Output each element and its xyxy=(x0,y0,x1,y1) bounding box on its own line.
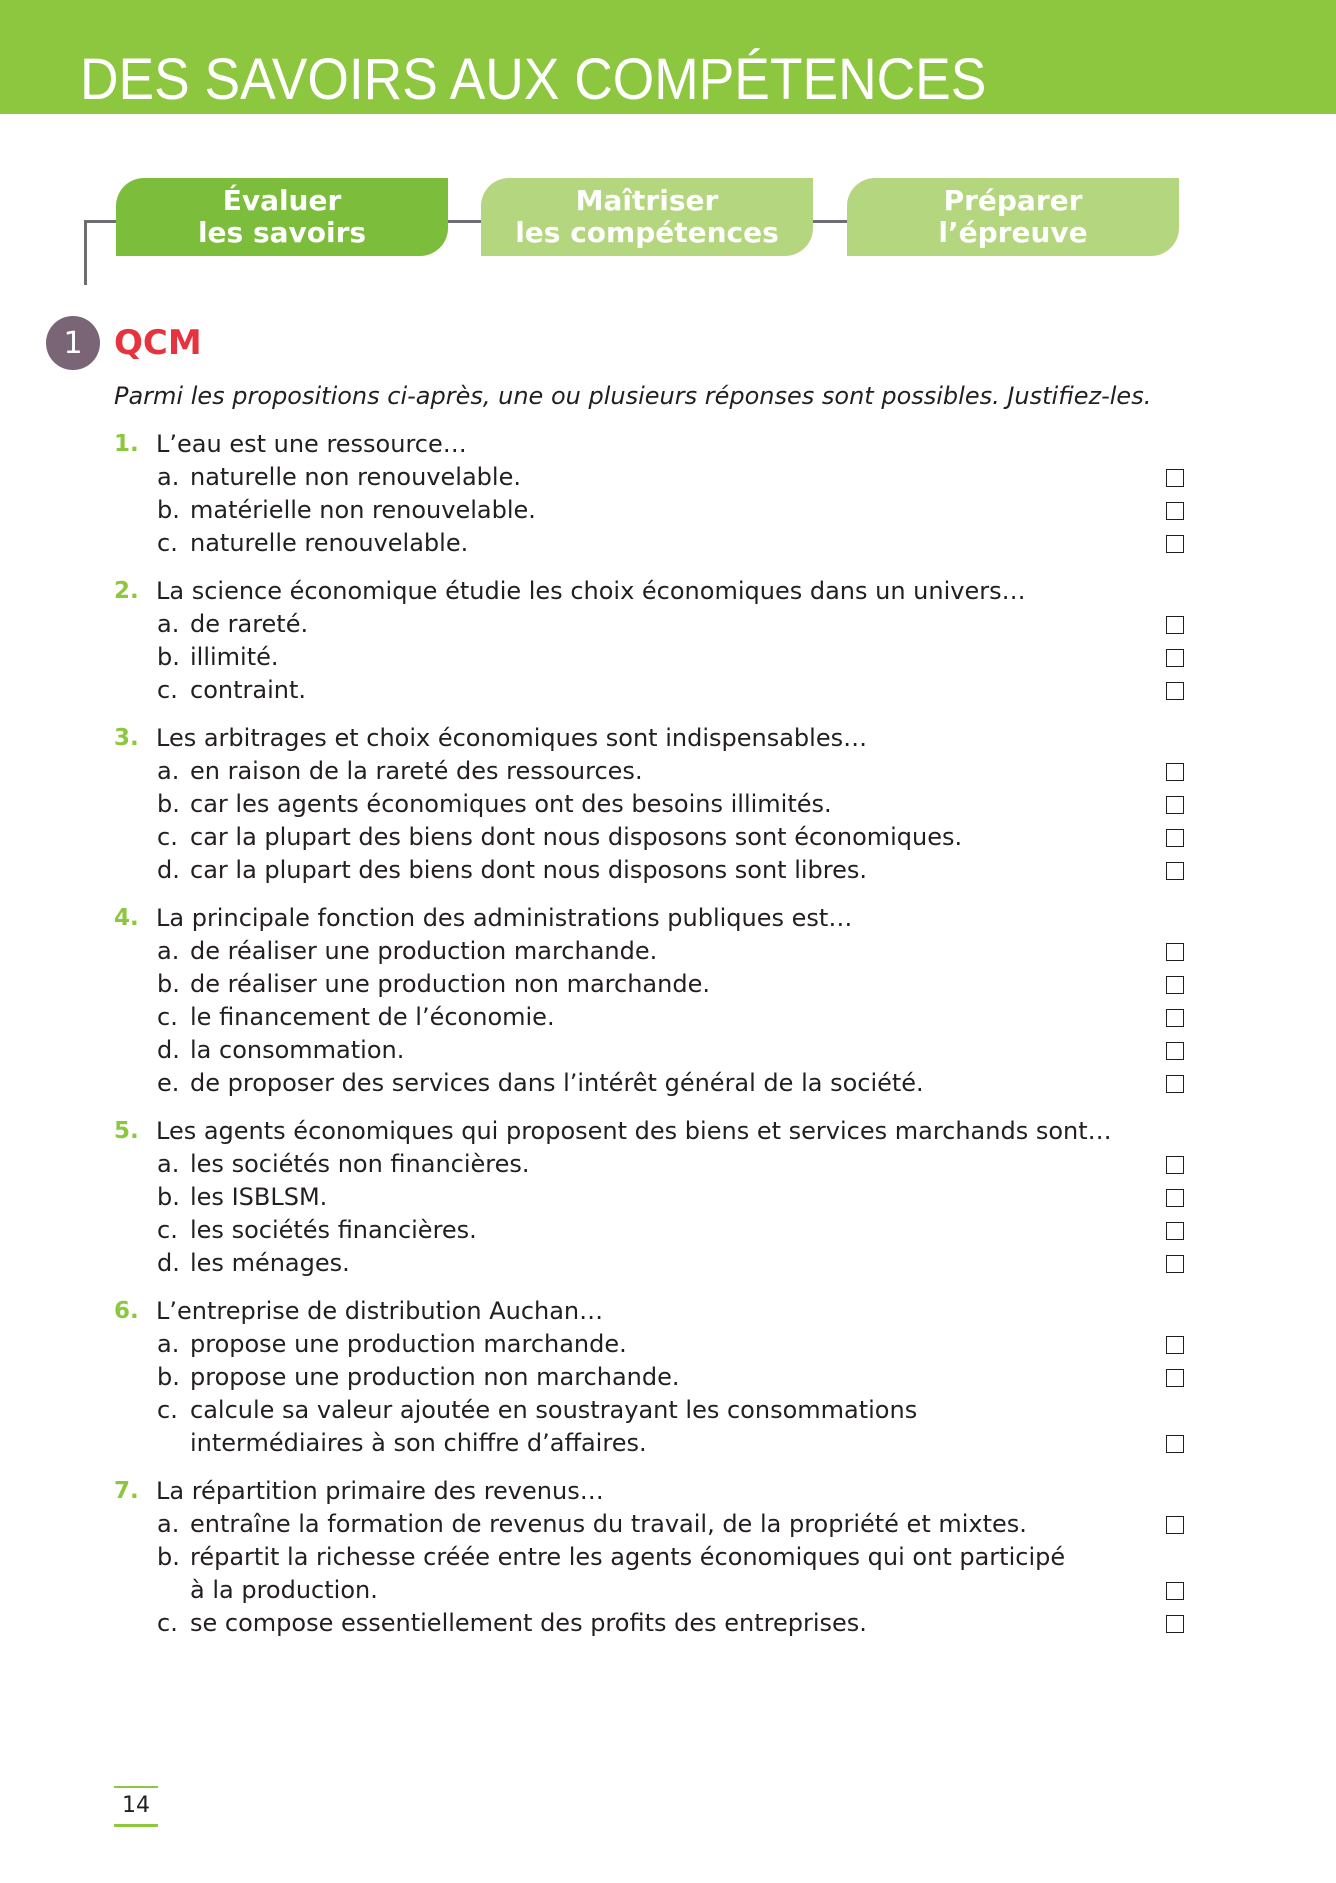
tab-label-line1: Préparer xyxy=(943,184,1083,217)
option-letter: c. xyxy=(157,1396,178,1424)
answer-checkbox[interactable] xyxy=(1166,1189,1184,1207)
option-letter: c. xyxy=(157,1003,178,1031)
question-number: 6. xyxy=(114,1298,139,1324)
question-item xyxy=(114,1115,1184,1280)
question-text: Les arbitrages et choix économiques sont indispensables… xyxy=(156,724,868,752)
answer-option xyxy=(114,461,1184,494)
option-letter: a. xyxy=(157,1330,180,1358)
answer-option xyxy=(114,935,1184,968)
option-text: contraint. xyxy=(190,676,306,704)
header-banner xyxy=(0,0,1336,114)
question-text: La science économique étudie les choix économiques dans un univers… xyxy=(156,577,1026,605)
answer-checkbox[interactable] xyxy=(1166,649,1184,667)
question-stem xyxy=(114,1475,1184,1508)
option-text: entraîne la formation de revenus du travail, de la propriété et mixtes. xyxy=(190,1510,1027,1538)
option-text: de rareté. xyxy=(190,610,309,638)
answer-checkbox[interactable] xyxy=(1166,1156,1184,1174)
question-text: La principale fonction des administrations publiques est… xyxy=(156,904,853,932)
question-stem xyxy=(114,1115,1184,1148)
question-text: La répartition primaire des revenus… xyxy=(156,1477,604,1505)
answer-option xyxy=(114,1247,1184,1280)
option-text: les ISBLSM. xyxy=(190,1183,328,1211)
option-text: matérielle non renouvelable. xyxy=(190,496,536,524)
option-letter: b. xyxy=(157,970,180,998)
answer-checkbox[interactable] xyxy=(1166,1516,1184,1534)
tab-connector-line xyxy=(446,220,482,223)
option-text: propose une production marchande. xyxy=(190,1330,627,1358)
option-text: les ménages. xyxy=(190,1249,350,1277)
tab-maitriser-les-competences[interactable] xyxy=(481,178,813,256)
tab-connector-line xyxy=(84,220,120,223)
page-title: DES SAVOIRS AUX COMPÉTENCES xyxy=(80,47,987,112)
option-text: se compose essentiellement des profits des entreprises. xyxy=(190,1609,867,1637)
answer-checkbox[interactable] xyxy=(1166,1369,1184,1387)
answer-checkbox[interactable] xyxy=(1166,1042,1184,1060)
question-stem xyxy=(114,902,1184,935)
question-number: 2. xyxy=(114,578,139,604)
option-text: naturelle non renouvelable. xyxy=(190,463,521,491)
option-text: naturelle renouvelable. xyxy=(190,529,469,557)
tab-evaluer-les-savoirs[interactable] xyxy=(116,178,448,256)
option-letter: b. xyxy=(157,1183,180,1211)
tab-label-line2: les savoirs xyxy=(197,216,367,249)
question-item xyxy=(114,428,1184,560)
option-text: les sociétés financières. xyxy=(190,1216,477,1244)
question-number: 5. xyxy=(114,1118,139,1144)
tab-label-line2: les compétences xyxy=(515,216,779,249)
option-letter: a. xyxy=(157,1510,180,1538)
option-letter: a. xyxy=(157,757,180,785)
option-letter: c. xyxy=(157,529,178,557)
answer-option xyxy=(114,968,1184,1001)
answer-option xyxy=(114,1541,1184,1607)
option-letter: d. xyxy=(157,1036,180,1064)
option-letter: b. xyxy=(157,496,180,524)
answer-option xyxy=(114,494,1184,527)
answer-option xyxy=(114,674,1184,707)
page-number: 14 xyxy=(114,1786,158,1827)
option-text: car la plupart des biens dont nous disposons sont libres. xyxy=(190,856,868,884)
answer-checkbox[interactable] xyxy=(1166,502,1184,520)
option-text: de proposer des services dans l’intérêt général de la société. xyxy=(190,1069,924,1097)
option-letter: b. xyxy=(157,790,180,818)
question-text: L’eau est une ressource… xyxy=(156,430,467,458)
option-text: de réaliser une production marchande. xyxy=(190,937,658,965)
option-text: répartit la richesse créée entre les agents économiques qui ont participé à la production. xyxy=(190,1543,1066,1604)
option-letter: e. xyxy=(157,1069,180,1097)
option-text: car la plupart des biens dont nous disposons sont économiques. xyxy=(190,823,963,851)
answer-option xyxy=(114,1214,1184,1247)
question-list xyxy=(114,428,1184,1655)
question-item xyxy=(114,902,1184,1100)
question-stem xyxy=(114,428,1184,461)
option-letter: a. xyxy=(157,610,180,638)
tab-label-line2: l’épreuve xyxy=(938,216,1088,249)
answer-checkbox[interactable] xyxy=(1166,1009,1184,1027)
question-number: 7. xyxy=(114,1478,139,1504)
option-letter: b. xyxy=(157,1543,180,1571)
question-text: Les agents économiques qui proposent des biens et services marchands sont… xyxy=(156,1117,1112,1145)
tab-label-line1: Évaluer xyxy=(222,184,342,217)
option-letter: c. xyxy=(157,1216,178,1244)
answer-option xyxy=(114,527,1184,560)
answer-checkbox[interactable] xyxy=(1166,469,1184,487)
answer-option xyxy=(114,788,1184,821)
option-text: car les agents économiques ont des besoins illimités. xyxy=(190,790,832,818)
question-stem xyxy=(114,722,1184,755)
question-item xyxy=(114,1475,1184,1640)
answer-option xyxy=(114,1001,1184,1034)
answer-option xyxy=(114,1607,1184,1640)
option-letter: c. xyxy=(157,1609,178,1637)
tab-label-line1: Maîtriser xyxy=(575,184,719,217)
question-number: 3. xyxy=(114,725,139,751)
option-text: la consommation. xyxy=(190,1036,405,1064)
question-item xyxy=(114,722,1184,887)
question-item xyxy=(114,575,1184,707)
answer-checkbox[interactable] xyxy=(1166,1075,1184,1093)
answer-checkbox[interactable] xyxy=(1166,862,1184,880)
option-letter: c. xyxy=(157,676,178,704)
answer-checkbox[interactable] xyxy=(1166,616,1184,634)
question-text: L’entreprise de distribution Auchan… xyxy=(156,1297,604,1325)
answer-checkbox[interactable] xyxy=(1166,682,1184,700)
answer-option xyxy=(114,1508,1184,1541)
answer-option xyxy=(114,608,1184,641)
option-letter: b. xyxy=(157,1363,180,1391)
answer-checkbox[interactable] xyxy=(1166,535,1184,553)
answer-checkbox[interactable] xyxy=(1166,1255,1184,1273)
answer-option xyxy=(114,1067,1184,1100)
option-text: calcule sa valeur ajoutée en soustrayant les consommations intermédiaires à son chiffre d’affaires. xyxy=(190,1396,918,1457)
option-text: propose une production non marchande. xyxy=(190,1363,680,1391)
option-text: les sociétés non financières. xyxy=(190,1150,530,1178)
answer-option xyxy=(114,854,1184,887)
option-letter: d. xyxy=(157,856,180,884)
option-text: illimité. xyxy=(190,643,279,671)
tab-preparer-l-epreuve[interactable] xyxy=(847,178,1179,256)
answer-checkbox[interactable] xyxy=(1166,1222,1184,1240)
option-letter: c. xyxy=(157,823,178,851)
answer-checkbox[interactable] xyxy=(1166,976,1184,994)
answer-checkbox[interactable] xyxy=(1166,1582,1184,1600)
option-text: le financement de l’économie. xyxy=(190,1003,555,1031)
question-stem xyxy=(114,1295,1184,1328)
question-stem xyxy=(114,575,1184,608)
answer-checkbox[interactable] xyxy=(1166,829,1184,847)
option-letter: a. xyxy=(157,1150,180,1178)
option-letter: d. xyxy=(157,1249,180,1277)
question-item xyxy=(114,1295,1184,1460)
answer-option xyxy=(114,755,1184,788)
answer-option xyxy=(114,1328,1184,1361)
section-title: QCM xyxy=(114,323,202,363)
answer-option xyxy=(114,821,1184,854)
answer-checkbox[interactable] xyxy=(1166,1336,1184,1354)
answer-option xyxy=(114,1148,1184,1181)
option-letter: b. xyxy=(157,643,180,671)
answer-option xyxy=(114,1034,1184,1067)
answer-checkbox[interactable] xyxy=(1166,943,1184,961)
instruction-text: Parmi les propositions ci-après, une ou plusieurs réponses sont possibles. Justifiez-les. xyxy=(114,382,1152,410)
section-number-badge: 1 xyxy=(46,316,100,370)
option-text: de réaliser une production non marchande. xyxy=(190,970,710,998)
answer-option xyxy=(114,1361,1184,1394)
answer-option xyxy=(114,1181,1184,1214)
answer-option xyxy=(114,1394,1184,1460)
question-number: 1. xyxy=(114,431,139,457)
option-letter: a. xyxy=(157,463,180,491)
tab-connector-line xyxy=(84,220,87,285)
option-letter: a. xyxy=(157,937,180,965)
answer-checkbox[interactable] xyxy=(1166,763,1184,781)
tab-connector-line xyxy=(812,220,848,223)
option-text: en raison de la rareté des ressources. xyxy=(190,757,643,785)
answer-checkbox[interactable] xyxy=(1166,796,1184,814)
answer-checkbox[interactable] xyxy=(1166,1435,1184,1453)
question-number: 4. xyxy=(114,905,139,931)
answer-option xyxy=(114,641,1184,674)
answer-checkbox[interactable] xyxy=(1166,1615,1184,1633)
